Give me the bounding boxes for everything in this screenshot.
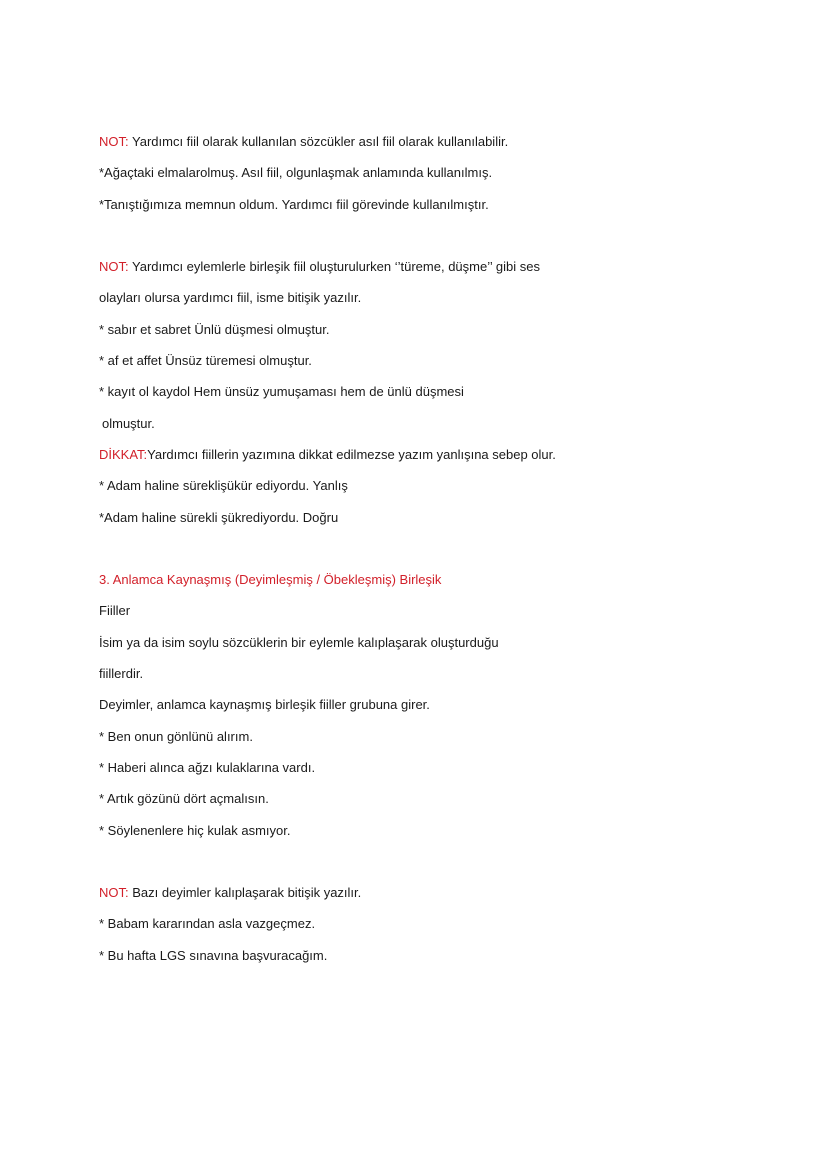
example-line: *Tanıştığımıza memnun oldum. Yardımcı fiil görevinde kullanılmıştır.	[99, 196, 489, 212]
note-line	[99, 126, 799, 157]
note-line	[99, 877, 799, 908]
text-line: İsim ya da isim soylu sözcüklerin bir eylemle kalıplaşarak oluşturduğu	[99, 634, 499, 650]
text-line: olmuştur.	[102, 415, 155, 431]
example-line: * Babam kararından asla vazgeçmez.	[99, 916, 316, 932]
section-heading: 3. Anlamca Kaynaşmış (Deyimleşmiş / Öbekleşmiş) Birleşik	[99, 572, 442, 588]
example-line: * Söylenenlere hiç kulak asmıyor.	[99, 822, 291, 838]
note-label: NOT:	[99, 259, 129, 275]
example-line: * Bu hafta LGS sınavına başvuracağım.	[99, 947, 328, 963]
note-text: Bazı deyimler kalıplaşarak bitişik yazılır.	[128, 885, 362, 901]
note-line	[99, 251, 799, 282]
example-line: * kayıt ol kaydol Hem ünsüz yumuşaması hem de ünlü düşmesi	[99, 384, 464, 400]
document-page	[99, 126, 799, 971]
dikkat-text: Yardımcı fiillerin yazımına dikkat edilmezse yazım yanlışına sebep olur.	[147, 446, 556, 462]
example-line: * sabır et sabret Ünlü düşmesi olmuştur.	[99, 321, 330, 337]
spacer	[99, 220, 799, 251]
text-line: Deyimler, anlamca kaynaşmış birleşik fiiller grubuna girer.	[99, 697, 430, 713]
text-line: fiillerdir.	[99, 666, 144, 682]
note-text: Yardımcı fiil olarak kullanılan sözcükler asıl fiil olarak kullanılabilir.	[128, 134, 509, 149]
note-text: Yardımcı eylemlerle birleşik fiil oluşturulurken ‘’türeme, düşme’’ gibi ses	[128, 259, 540, 275]
example-line: *Adam haline sürekli şükrediyordu. Doğru	[99, 509, 339, 525]
text-line: olayları olursa yardımcı fiil, isme bitişik yazılır.	[99, 290, 362, 306]
text-line: Fiiller	[99, 603, 131, 619]
example-line: * Artık gözünü dört açmalısın.	[99, 791, 269, 807]
example-line: * Adam haline süreklişükür ediyordu. Yanlış	[99, 478, 348, 494]
spacer	[99, 846, 799, 877]
dikkat-label: DİKKAT:	[99, 446, 148, 462]
dikkat-line	[99, 439, 799, 470]
example-line: * Ben onun gönlünü alırım.	[99, 728, 253, 744]
example-line: * af et affet Ünsüz türemesi olmuştur.	[99, 353, 312, 369]
example-line: *Ağaçtaki elmalarolmuş. Asıl fiil, olgunlaşmak anlamında kullanılmış.	[99, 165, 493, 181]
note-label: NOT:	[99, 885, 129, 901]
example-line: * Haberi alınca ağzı kulaklarına vardı.	[99, 759, 316, 775]
note-label: NOT:	[99, 134, 129, 149]
spacer	[99, 533, 799, 564]
